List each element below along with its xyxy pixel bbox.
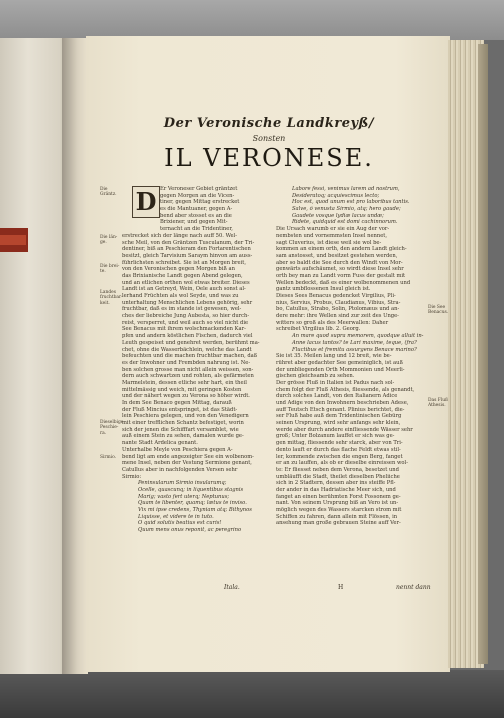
margin-note: Die See Benacus.	[428, 305, 449, 316]
verse-line: O quid solutis beatius est curis!	[138, 520, 222, 527]
text-line: seinen Ursprung, wird sehr anfangs sehr klein,	[276, 420, 401, 427]
verse-line: Desideratoq; acquiescimus lecto;	[292, 192, 380, 199]
text-line: dentiner, biß an Peschieram den Fortarentischen	[122, 246, 251, 253]
margin-note: Das Fluß Athesis.	[428, 398, 448, 409]
text-line: gen mittag, fliessende sehr starck, aber von Tri-	[276, 440, 403, 447]
text-line: führlichsten schreibet. Sie ist an Morgen breit,	[122, 259, 246, 266]
text-line: durch solches Landt, von den Italianern Adice	[276, 393, 398, 400]
right-column-text	[276, 186, 428, 527]
text-line: sagt Cluverius, ist diese weil sie wol be-	[276, 239, 382, 246]
text-line: dento lauft er durch das flache Feldt etwas stil-	[276, 446, 401, 453]
text-line: sich in 2 Stadtern, dessen aber ins steiffe Pfl-	[276, 480, 396, 487]
text-line: Sirmio:	[122, 473, 142, 480]
text-line: gegen Morgen an die Vicen-	[160, 192, 235, 199]
text-line: tiner, gegen Mittag erstrecket	[160, 199, 240, 206]
text-line: Wellen bedeckt, daß es einer wolbenommenen und	[276, 279, 411, 286]
text-line: Sie ist 35. Meilen lang und 12 breit, wie be-	[276, 353, 392, 360]
text-line: bend aber stosset es an die	[160, 212, 232, 219]
page-title: IL VERONESE.	[164, 144, 374, 172]
text-line: gischen gleichsamb zu sehen.	[276, 373, 355, 380]
verse-line: Labore fessi, venimus larem ad nostrum,	[292, 186, 400, 192]
margin-note: Die Gräntz.	[100, 187, 117, 198]
text-line: groß; Unter Bolzanum lauffet er sich was ge-	[276, 433, 395, 440]
text-line: er an zu lauffen, als ob er dieselbe einreissen wol-	[276, 460, 408, 467]
text-line: Er Veroneser Gebiet gräntzet	[160, 186, 238, 192]
text-line: sam anstosset, und besitzet gestehen werden,	[276, 252, 398, 259]
text-line: Unterhalbe Meyle von Peschiera gegen A-	[122, 446, 233, 453]
text-line: gantz umbflossenen Insul gleich ist.	[276, 286, 371, 293]
verse-line: Quam te libenter, quamq; lætus te inviso.	[138, 500, 247, 507]
catchword-right: nennt dann	[396, 584, 431, 591]
text-line: nembsten und vornemmsten Insel nennet,	[276, 232, 388, 239]
text-line: ches der liebreiche Jung Aubesta, so hier durch-	[122, 313, 250, 320]
verse-line: Quum mens onus reponit, ac peregrino	[138, 527, 242, 534]
catchword-left: Itala.	[224, 584, 240, 591]
left-column-text	[122, 186, 268, 534]
text-line: orth bey man zu Landt vorm Fuss der gestalt mit	[276, 272, 406, 279]
text-line: Landt ist an Getreyd, Wein, Oele auch sonst al-	[122, 286, 246, 293]
text-line: Dieses Sees Benacus gedencket Virgilius, Pli-	[276, 293, 396, 299]
verse-line: Ridete, quidquid est domi cachinnorum.	[292, 219, 398, 226]
text-line: bo, Catullus, Strabo, Solin, Ptolomæus und an-	[276, 306, 400, 313]
text-line: erstrecket sich der länge nach auff 50. Wel-	[122, 232, 237, 239]
text-line: Die Ursach warumb er sie ein Aug der vor-	[276, 226, 390, 233]
text-line: fruchtbar, daß es im stande ist gewesen, wel-	[122, 306, 242, 313]
text-line: Leuth gespeiset und genehret werden, berühmt ma-	[122, 339, 260, 346]
margin-note: Die brei-te.	[100, 264, 120, 275]
text-line: schreibet Virgilius lib. 2. Georg.	[276, 326, 361, 333]
text-line: genwärts aufschäumet, so wirdt diese Insel sehr	[276, 266, 404, 273]
verse-line: Fluctibus et fremitu assurgens Benace marino?	[292, 346, 417, 353]
text-line: Marmelstein, dessen etliche sehr hart, ein theil	[122, 379, 247, 386]
text-line: ansehung man große gebrauen Steine auff Ver-	[276, 520, 401, 527]
text-line: fanget an einen berühmten Forst Fossonem ge-	[276, 493, 401, 500]
verse-line: Marig; vasto fert uterq; Neptunus;	[138, 493, 230, 500]
verse-line: Liquisse, et videre te in tuto.	[138, 513, 214, 520]
text-line: lerhand Früchten als wol Seyde, und was zu	[122, 293, 239, 299]
red-ribbon-highlight	[0, 235, 26, 245]
text-line: Brixiener, und gegen Mit-	[160, 219, 228, 226]
text-line: lein Peschiera gelegen, und von den Venedigern	[122, 413, 249, 420]
text-line: befeuchten und die machen fruchtbar machen, daß	[122, 353, 258, 360]
text-line: nante Stadt Ardelica genant.	[122, 440, 198, 447]
text-line: und Adige von den Inwohnern beschrieben Adese,	[276, 400, 409, 406]
text-line: Catullus aber in nachfolgenden Versen sehr	[122, 466, 238, 473]
text-line: der Fluß Mincius entspringet, ist das Städt-	[122, 406, 238, 413]
text-line: chet, ohne die Wasserbächlein, welche das Landt	[122, 346, 252, 353]
text-line: ser Fluß habe auß dem Tridentinischen Gebürg	[276, 413, 402, 420]
text-line: der umbliegenden Orth Mommonien und Meerli-	[276, 366, 405, 373]
verse-line: Ocelle, quascunq; in liquentibus stagnis	[138, 486, 244, 493]
book-gutter	[62, 38, 88, 674]
text-line: besitzt, gleich Tarvisium Saraym hinvon am auss-	[122, 252, 253, 259]
gothic-heading: Der Veronische Landkreyß/	[163, 116, 375, 131]
text-line: Schiffen zu fahren, dann allein mit Flössen, in	[276, 513, 398, 520]
page-stack-shadow	[478, 44, 488, 664]
subheading: Sonsten	[252, 134, 286, 143]
verse-line: Salve, ô venusta Sirmio, atq; hero gaude;	[292, 206, 401, 213]
text-line: es der Inwohner und Frembden nahrung ist. Ne-	[122, 359, 251, 366]
text-line: ben solchen grosse man nicht allein weissen, son-	[122, 366, 254, 373]
text-line: werde aber durch andere einfliessende Wässer sehr	[276, 426, 413, 433]
margin-note: Sirmio.	[100, 455, 117, 460]
margin-note: Die län-ge.	[100, 235, 118, 246]
text-line: mit einer trefflichen Schantz befestiget, worin	[122, 420, 244, 427]
text-line: mene Insel, neben der Vestung Sermione genant,	[122, 460, 252, 467]
verse-line: Vix mi ipse credens, Thyniam atq; Bithynos	[138, 507, 252, 513]
text-line: dern auch schwartzen und rohten, als gefärmeten	[122, 373, 254, 380]
text-line: ternacht an die Tridentiner,	[160, 226, 233, 233]
text-line: auff Teutsch Etsch genant. Plinius berichtet, die-	[276, 406, 405, 413]
text-line: und an etlichen orthen wol etwas breiter. Dieses	[122, 279, 250, 286]
text-line: See Benacus mit ihrem wolschmackenden Kar-	[122, 326, 246, 333]
text-line: pfen und andern köstlichen Fischen, dadurch viel	[122, 333, 253, 340]
text-line: kommen an einem orth, den andern Landt gleich-	[276, 246, 407, 253]
text-line: reist, versperret, und weil auch so viel nicht die	[122, 319, 249, 326]
text-line: bend ligt am ende angezeigter See ein wolbenom-	[122, 453, 254, 460]
dropcap-letter: D	[135, 187, 157, 216]
text-line: aber so baldt die See durch den Windt von Mor-	[276, 259, 403, 266]
text-line: dere mehr: ihre Wellen sind zur zeit des Unge-	[276, 313, 399, 320]
text-line: ler, kommende zwischen die engen Berg, fanget	[276, 453, 403, 460]
text-line: chem folgt der Fluß Athesis, fliessende, als genandt,	[276, 386, 415, 393]
text-line: nant. Von seinem Ursprung biß an Vero ist un-	[276, 500, 399, 507]
margin-note: Dieselbige Peschie-ra.	[100, 420, 124, 436]
text-line: auß einem Stein zu sehen, damalen wurde ge-	[122, 433, 244, 440]
background	[0, 0, 504, 40]
text-line: von den Veronischen gegen Morgen biß an	[122, 266, 235, 273]
text-line: sche Meil, von den Gräntzen Tusculanum, der Tri-	[122, 239, 255, 246]
margin-note: Landes fruchtbar-keit.	[100, 290, 123, 306]
verse-line: An mare quod supra memorem, quodque alluit in-	[292, 333, 424, 340]
text-line: In dem See Benaco gegen Mittag, darauß	[122, 400, 232, 406]
left-page-edge	[0, 38, 70, 674]
text-line: und der nähert wegen zu Verona so höher wirdt.	[122, 393, 250, 400]
text-line: umbläufft die Stadt, theilet dieselben Pheliiche	[276, 473, 400, 480]
text-line: witters so groß als des Meerwallen: Daher	[276, 319, 389, 326]
signature-mark: H	[338, 584, 344, 591]
text-line: der ander in das Hadriatische Meer sich, und	[276, 486, 396, 493]
text-line: sich der jenen die Schifffart versamblet, wie	[122, 426, 239, 433]
text-line: unterhaltung Menschlichen Lebens gehörig, sehr	[122, 299, 253, 306]
verse-line: Anne lacus tantos? te Lari maxime, teque, (fra?	[292, 339, 417, 346]
verse-line: Gaudete vosque lydiæ lacus undæ;	[292, 212, 384, 219]
verse-line: Peninsularum Sirmio insularumq;	[138, 480, 227, 487]
verse-line: Hoc est, quod unum est pro laboribus tantis.	[292, 199, 410, 206]
text-line: rühret aber gedachter See gemeiniglich, ist auß	[276, 359, 403, 366]
text-line: das Brixianische Landt gegen Abend gelegen,	[122, 272, 243, 279]
text-line: mittelmässig und weich, mit geringen Kosten	[122, 386, 242, 393]
text-line: Der grösse Fluß in Italien ist Padus nach sol-	[276, 379, 395, 386]
text-line: nius, Servius, Probus, Claudianus, Vibius, Stra-	[276, 299, 401, 306]
table-surface	[0, 670, 504, 718]
text-line: möglich wegen des Wassers starcken strom mit	[276, 507, 402, 513]
text-line: te: Er fliesset neben dem Verona, besetzet und	[276, 466, 399, 473]
text-line: es die Mantuaner, gegen A-	[160, 206, 233, 213]
